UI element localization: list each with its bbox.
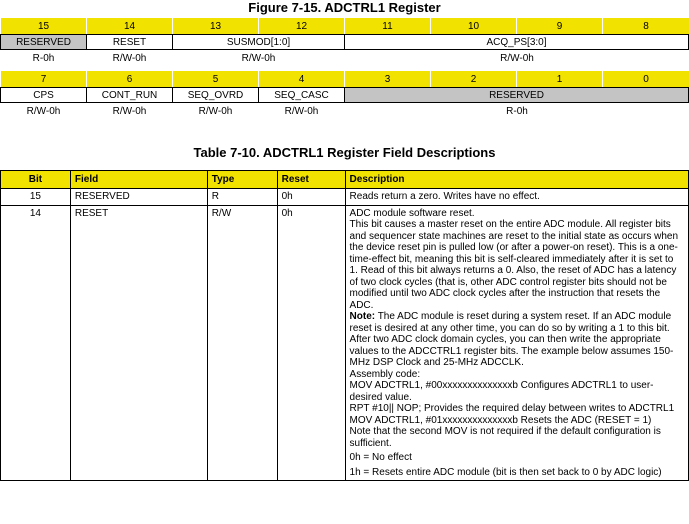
bit-number: 7 xyxy=(0,71,86,87)
bit-number: 5 xyxy=(172,71,258,87)
cell-type: R xyxy=(207,189,277,206)
header-reset: Reset xyxy=(277,171,345,189)
note-label: Note: xyxy=(349,311,376,322)
bit-number-row xyxy=(0,18,689,34)
assembly-line: MOV ADCTRL1, #01xxxxxxxxxxxxxxb Resets the ADC (RESET = 1) xyxy=(349,414,652,426)
bit-number: 15 xyxy=(0,18,86,34)
field-seq-ovrd: SEQ_OVRD xyxy=(172,87,258,103)
access-value: R/W-0h xyxy=(198,105,233,117)
access-value: R/W-0h xyxy=(284,105,319,117)
access-row xyxy=(0,50,689,66)
bit-number: 6 xyxy=(86,71,172,87)
field-cps: CPS xyxy=(0,87,86,103)
assembly-line: MOV ADCTRL1, #00xxxxxxxxxxxxxxb Configures ADCTRL1 to user-desired value. xyxy=(349,380,654,403)
bit-number: 12 xyxy=(258,18,344,34)
bit-number: 4 xyxy=(258,71,344,87)
description-remark: Note that the second MOV is not required if the default configuration is sufficient. xyxy=(349,426,661,449)
header-field: Field xyxy=(70,171,207,189)
field-reserved: RESERVED xyxy=(344,87,689,103)
value-option: 1h = Resets entire ADC module (bit is then set back to 0 by ADC logic) xyxy=(349,466,662,478)
bit-number: 13 xyxy=(172,18,258,34)
cell-reset: 0h xyxy=(277,205,345,481)
bit-number-row xyxy=(0,71,689,87)
cell-description xyxy=(345,205,688,481)
cell-field: RESERVED xyxy=(70,189,207,206)
cell-bit: 15 xyxy=(1,189,71,206)
bit-number: 9 xyxy=(516,18,602,34)
access-value: R/W-0h xyxy=(112,105,147,117)
cell-reset: 0h xyxy=(277,189,345,206)
field-name-row xyxy=(0,34,689,50)
assembly-line: RPT #10|| NOP; Provides the required delay between writes to ADCTRL1 xyxy=(349,403,675,414)
cell-field: RESET xyxy=(70,205,207,481)
access-value: R/W-0h xyxy=(500,52,534,64)
cell-type: R/W xyxy=(207,205,277,481)
field-acq-ps: ACQ_PS[3:0] xyxy=(344,34,689,50)
table-row xyxy=(1,189,689,206)
field-reserved: RESERVED xyxy=(0,34,86,50)
header-bit: Bit xyxy=(1,171,71,189)
header-description: Description xyxy=(345,171,688,189)
bit-number: 8 xyxy=(602,18,689,34)
bit-number: 0 xyxy=(602,71,689,87)
field-cont-run: CONT_RUN xyxy=(86,87,172,103)
bit-number: 11 xyxy=(344,18,430,34)
access-row xyxy=(0,103,689,119)
header-type: Type xyxy=(207,171,277,189)
bit-number: 10 xyxy=(430,18,516,34)
value-option: 0h = No effect xyxy=(349,452,412,463)
cell-description: Reads return a zero. Writes have no effect. xyxy=(345,189,688,206)
description-body: This bit causes a master reset on the entire ADC module. All register bits and sequencer state machines are reset to the initial state as occurs when the device reset pin is pulled low (or after a power-on reset). This is a one-time-effect bit, meaning this bit is self-cleared immediately after it is set to 1. Read of this bit always returns a 0. Also, the reset of ADC has a latency of two clock cycles (that is, other ADC control register bits should not be modified until two ADC clock cycles after the instruction that resets the ADC. xyxy=(349,219,679,311)
field-susmod: SUSMOD[1:0] xyxy=(172,34,344,50)
bit-number: 2 xyxy=(430,71,516,87)
access-value: R/W-0h xyxy=(241,52,276,64)
description-note xyxy=(350,311,684,369)
cell-bit: 14 xyxy=(1,205,71,481)
field-reset: RESET xyxy=(86,34,172,50)
register-map-upper xyxy=(0,18,689,66)
table-title: Table 7-10. ADCTRL1 Register Field Descriptions xyxy=(193,145,496,160)
access-value: R/W-0h xyxy=(26,105,61,117)
access-value: R-0h xyxy=(32,52,55,64)
table-header-row xyxy=(1,171,689,189)
field-description-table xyxy=(0,170,689,481)
field-seq-casc: SEQ_CASC xyxy=(258,87,344,103)
field-name-row xyxy=(0,87,689,103)
figure-title: Figure 7-15. ADCTRL1 Register xyxy=(248,0,441,15)
register-map-lower xyxy=(0,71,689,119)
description-summary: ADC module software reset. xyxy=(349,207,475,219)
note-text: The ADC module is reset during a system reset. If an ADC module reset is desired at any other time, you can do so by writing a 1 to this bit. After two ADC clock domain cycles, you can then write the appropriate values to the ADCCTRL1 register bits. The example below assumes 150-MHz DSP Clock and 25-MHz ADCCLK. xyxy=(349,311,674,368)
access-value: R-0h xyxy=(506,105,528,117)
table-row xyxy=(1,205,689,481)
assembly-label: Assembly code: xyxy=(349,368,421,380)
bit-number: 14 xyxy=(86,18,172,34)
bit-number: 1 xyxy=(516,71,602,87)
access-value: R/W-0h xyxy=(112,52,147,64)
bit-number: 3 xyxy=(344,71,430,87)
